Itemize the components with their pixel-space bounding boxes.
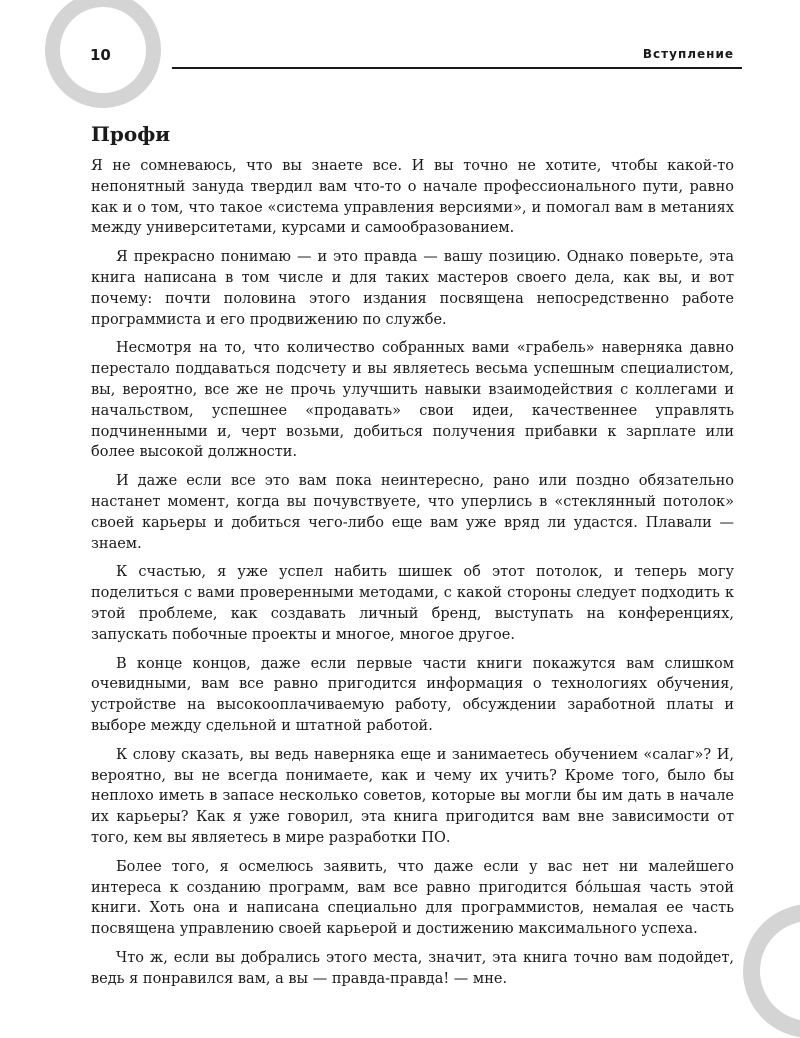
running-head: Вступление <box>642 47 734 61</box>
paragraph: В конце концов, даже если первые части книги покажутся вам слишком очевидными, вам все равно пригодится информация о технологиях обучения, устройстве на высокооплачиваемую работу, обсуждении заработной платы и выборе между сдельной и штатной работой. <box>91 655 734 734</box>
header-rule <box>172 67 742 69</box>
section-title: Профи <box>91 122 171 146</box>
paragraph: Что ж, если вы добрались этого места, значит, эта книга точно вам подойдет, ведь я понравился вам, а вы — правда-правда! — мне. <box>91 949 734 987</box>
paragraph: Более того, я осмелюсь заявить, что даже если у вас нет ни малейшего интереса к созданию программ, вам все равно пригодится бóльшая часть этой книги. Хоть она и написана специально для программистов, немалая ее часть посвящена управлению своей карьерой и достижению максимального успеха. <box>91 858 734 938</box>
paragraph: Несмотря на то, что количество собранных вами «грабель» наверняка давно перестало поддаваться подсчету и вы являетесь весьма успешным специалистом, вы, вероятно, все же не прочь улучшить навыки взаимодействия с коллегами и начальством, успешнее «продавать» свои идеи, качественнее управлять подчиненными и, черт возьми, добиться получения прибавки к зарплате или более высокой должности. <box>91 340 734 461</box>
decorative-ring-bottom <box>743 904 800 1038</box>
page-number: 10 <box>90 46 111 64</box>
section-content <box>91 122 734 997</box>
paragraph: Я прекрасно понимаю — и это правда — вашу позицию. Однако поверьте, эта книга написана в том числе и для таких мастеров своего дела, как вы, и вот почему: почти половина этого издания посвящена непосредственно работе программиста и его продвижению по службе. <box>91 249 734 328</box>
paragraph: Я не сомневаюсь, что вы знаете все. И вы точно не хотите, чтобы какой-то непонятный зануда твердил вам что-то о начале профессионального пути, равно как и о том, что такое «система управления версиями», и помогал вам в метаниях между университетами, курсами и самообразованием. <box>91 158 734 237</box>
paragraph: К слову сказать, вы ведь наверняка еще и занимаетесь обучением «салаг»? И, вероятно, вы не всегда понимаете, как и чему их учить? Кроме того, было бы неплохо иметь в запасе несколько советов, которые вы могли бы им дать в начале их карьеры? Как я уже говорил, эта книга пригодится вам вне зависимости от того, кем вы являетесь в мире разработки ПО. <box>91 746 734 846</box>
paragraph: К счастью, я уже успел набить шишек об этот потолок, и теперь могу поделиться с вами проверенными методами, с какой стороны следует подходить к этой проблеме, как создавать личный бренд, выступать на конференциях, запускать побочные проекты и многое, многое другое. <box>91 564 734 643</box>
paragraph: И даже если все это вам пока неинтересно, рано или поздно обязательно настанет момент, когда вы почувствуете, что уперлись в «стеклянный потолок» своей карьеры и добиться чего-либо еще вам уже вряд ли удастся. Плавали — знаем. <box>91 473 734 552</box>
